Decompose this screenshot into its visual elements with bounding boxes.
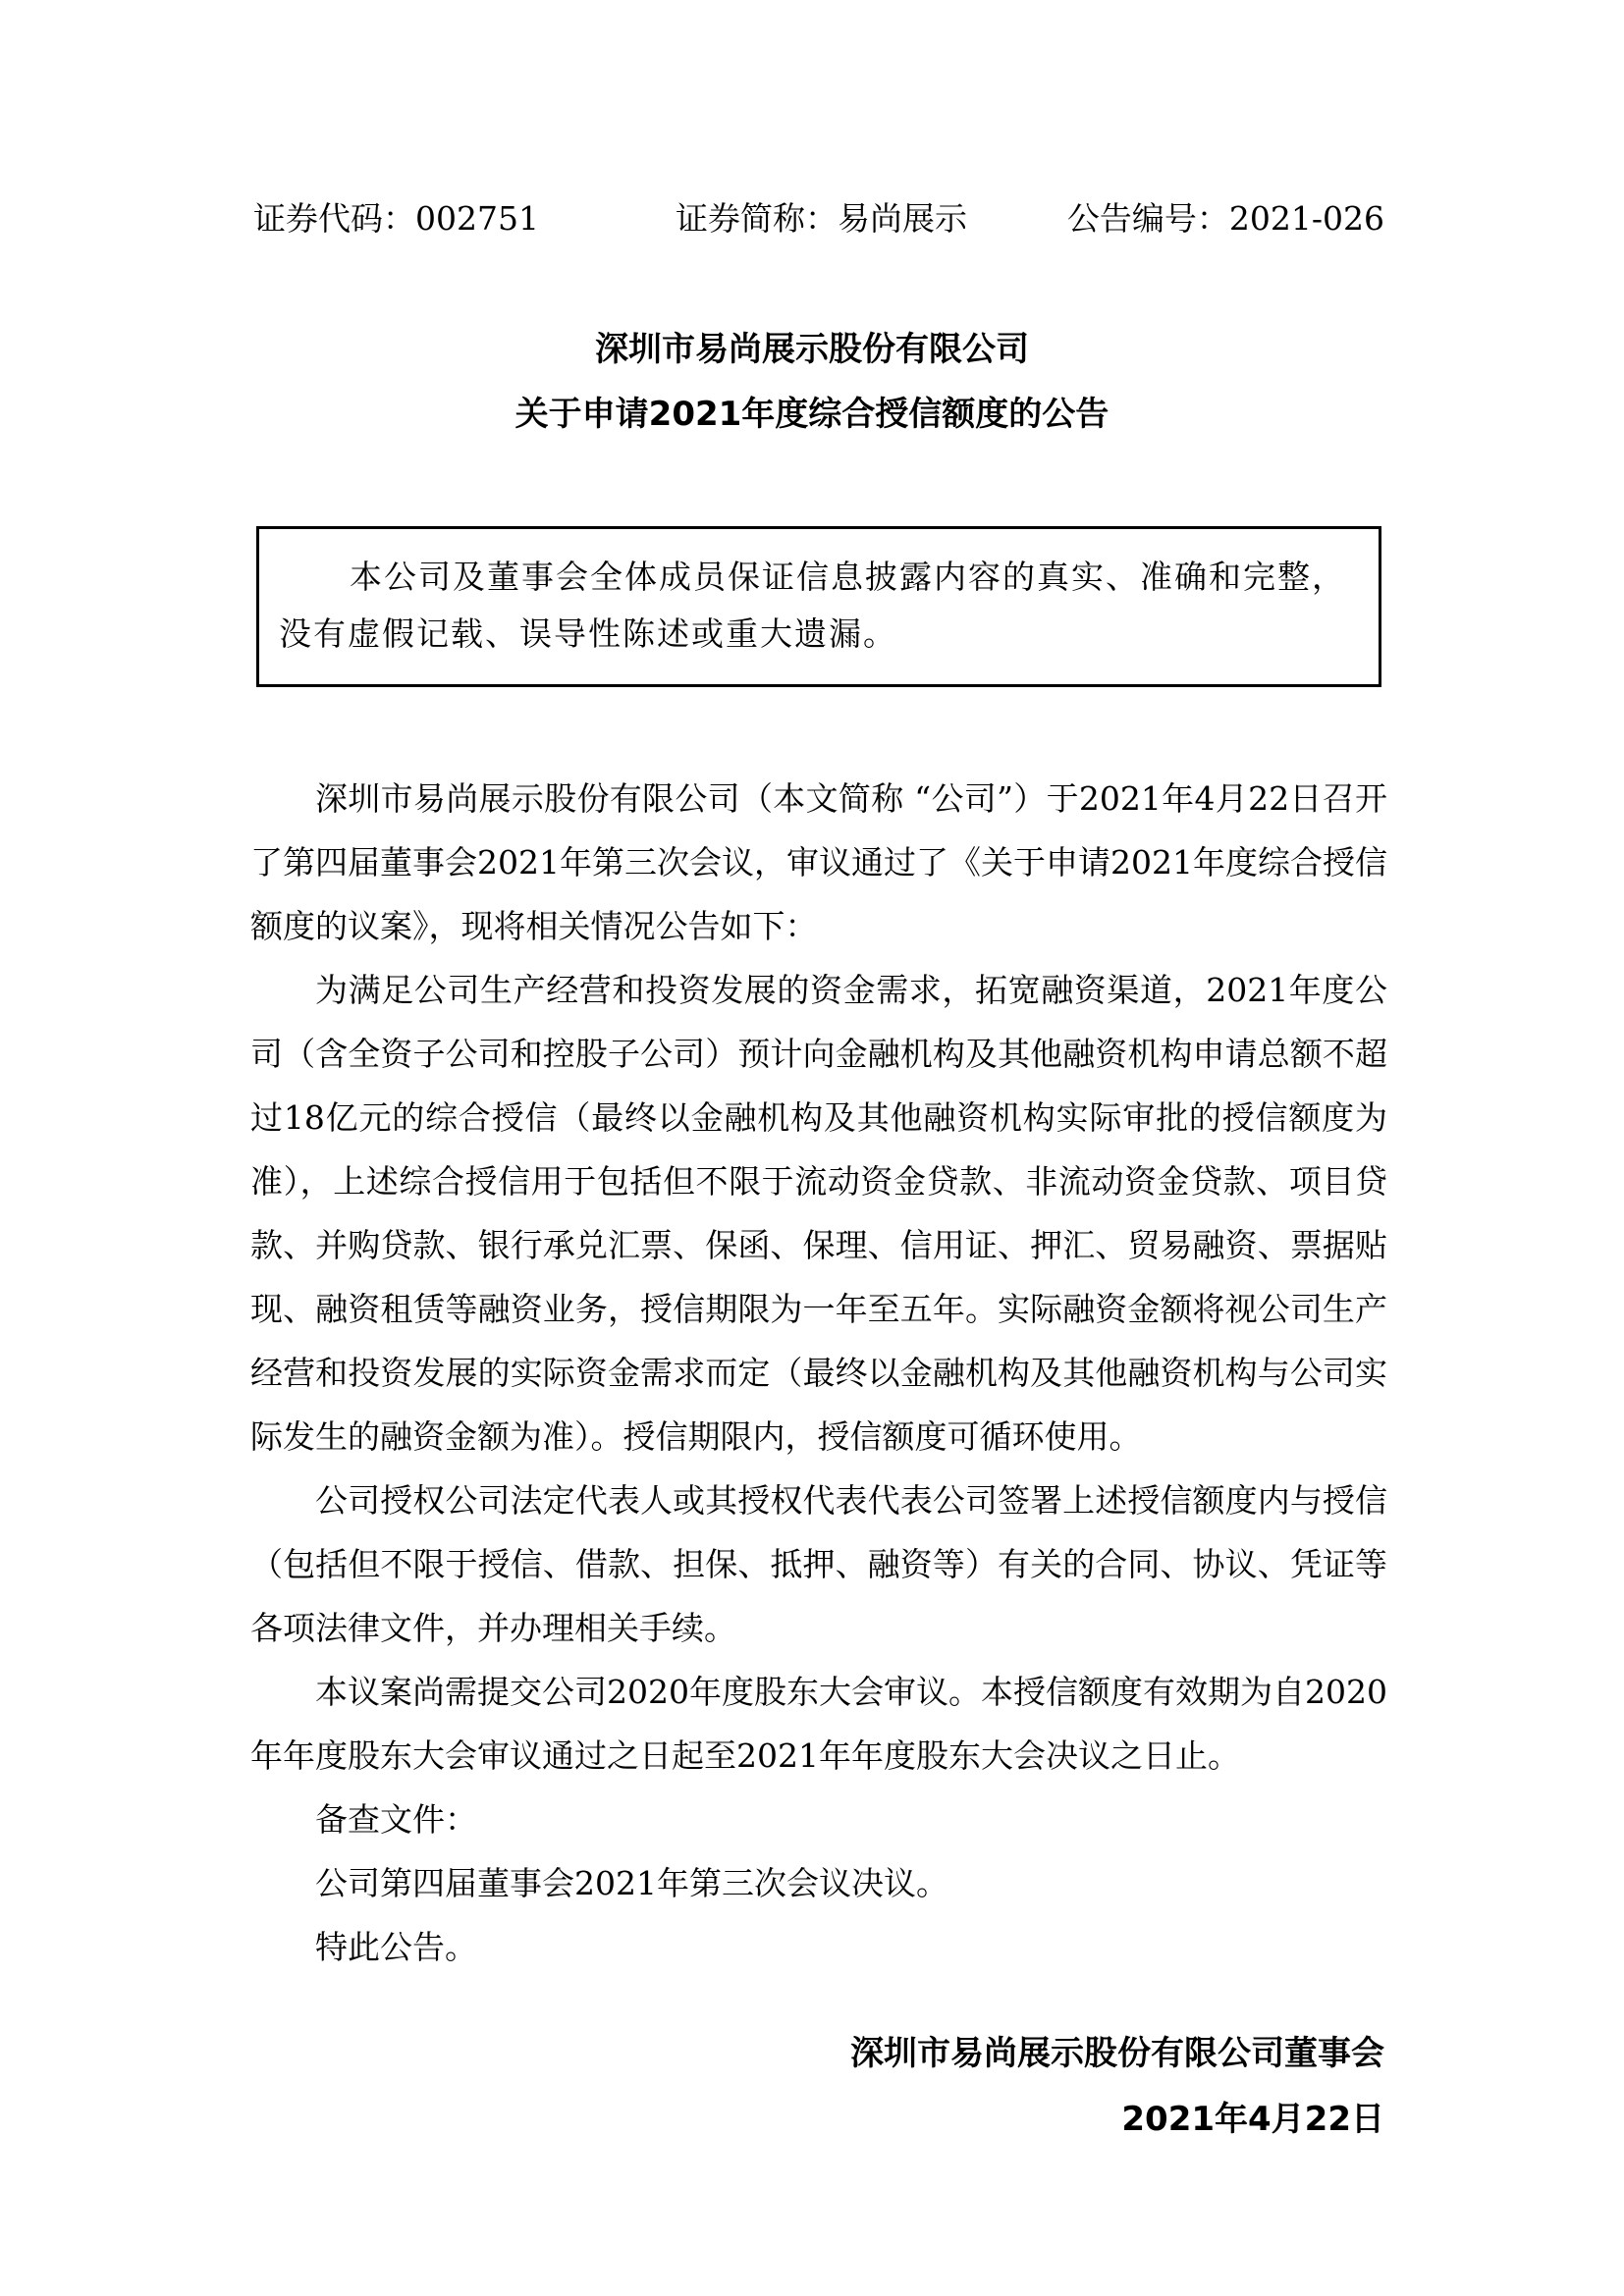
signature-issuer: 深圳市易尚展示股份有限公司董事会 bbox=[850, 2034, 1384, 2073]
paragraph-credit-line: 为满足公司生产经营和投资发展的资金需求，拓宽融资渠道，2021年度公司（含全资子公司和控股子公司）预计向金融机构及其他融资机构申请总额不超过18亿元的综合授信（最终以金融机构及其他融资机构实际审批的授信额度为准），上述综合授信用于包括但不限于流动资金贷款、非流动资金贷款、项目贷款、并购贷款、银行承兑汇票、保函、保理、信用证、押汇、贸易融资、票据贴现、融资租赁等融资业务，授信期限为一年至五年。实际融资金额将视公司生产经营和投资发展的实际资金需求而定（最终以金融机构及其他融资机构与公司实际发生的融资金额为准）。授信期限内，授信额度可循环使用。 bbox=[250, 971, 1387, 1456]
signature-date: 2021年4月22日 bbox=[1121, 2100, 1384, 2139]
title-subject: 关于申请2021年度综合授信额度的公告 bbox=[514, 395, 1110, 434]
paragraph-meeting: 深圳市易尚展示股份有限公司（本文简称 “公司”）于2021年4月22日召开了第四届董事会2021年第三次会议，审议通过了《关于申请2021年度综合授信额度的议案》，现将相关情况公告如下： bbox=[250, 779, 1387, 945]
disclosure-notice-box bbox=[256, 526, 1381, 687]
stock-code: 证券代码：002751 bbox=[253, 199, 539, 238]
paragraph-reference-file: 公司第四届董事会2021年第三次会议决议。 bbox=[315, 1864, 948, 1902]
title-company: 深圳市易尚展示股份有限公司 bbox=[595, 330, 1029, 369]
paragraph-approval: 本议案尚需提交公司2020年度股东大会审议。本授信额度有效期为自2020年年度股东大会审议通过之日起至2021年年度股东大会决议之日止。 bbox=[250, 1673, 1387, 1775]
paragraph-reference-files-label: 备查文件： bbox=[315, 1800, 477, 1839]
announcement-header bbox=[253, 194, 1384, 243]
stock-abbreviation: 证券简称：易尚展示 bbox=[676, 199, 967, 238]
paragraph-closing: 特此公告。 bbox=[315, 1928, 477, 1966]
paragraph-authorization: 公司授权公司法定代表人或其授权代表代表公司签署上述授信额度内与授信（包括但不限于授信、借款、担保、抵押、融资等）有关的合同、协议、凭证等各项法律文件，并办理相关手续。 bbox=[250, 1481, 1387, 1647]
announcement-body bbox=[250, 767, 1387, 1979]
disclosure-notice-text: 本公司及董事会全体成员保证信息披露内容的真实、准确和完整，没有虚假记载、误导性陈述或重大遗漏。 bbox=[279, 558, 1346, 653]
announcement-number: 公告编号：2021-026 bbox=[1066, 199, 1384, 238]
